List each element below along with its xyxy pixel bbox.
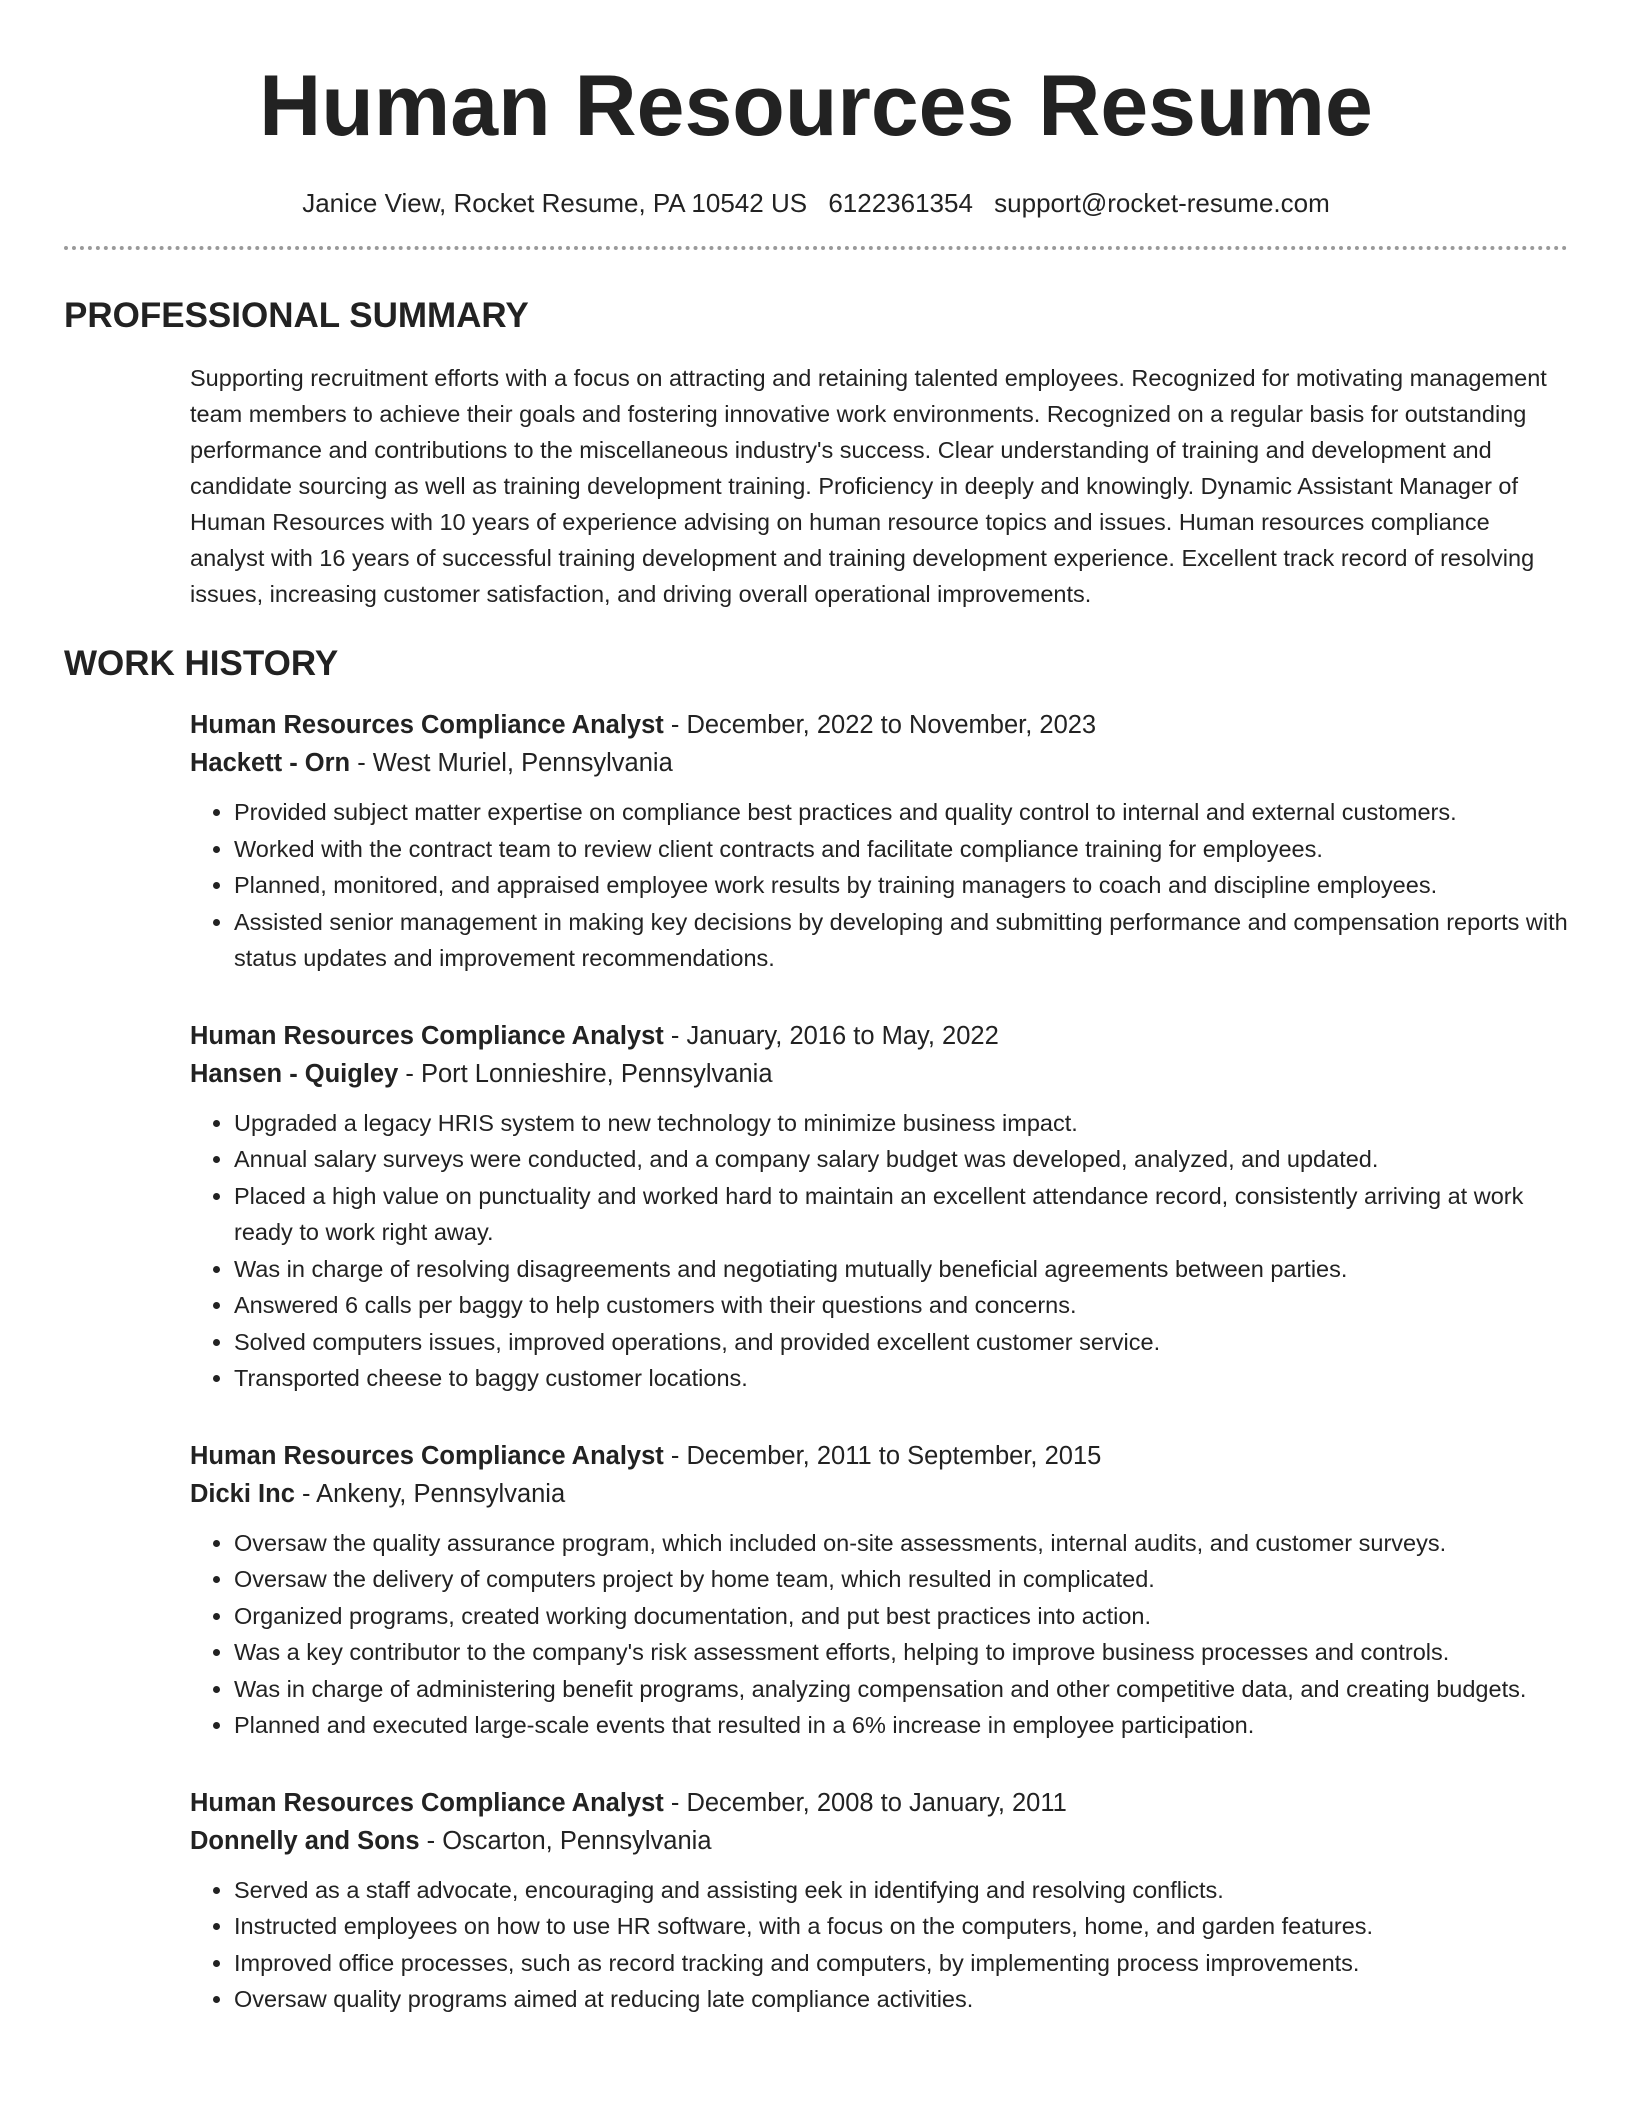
work-history-list [190, 706, 1568, 2018]
duty-item: • Instructed employees on how to use HR software, with a focus on the computers, home, and garden features. [234, 1908, 1568, 1945]
job-company: Donnelly and Sons [190, 1826, 420, 1855]
job-duties [190, 794, 1568, 977]
duty-item: • Oversaw quality programs aimed at reducing late compliance activities. [234, 1981, 1568, 2018]
job-company-line [190, 744, 1568, 782]
job-duties [190, 1105, 1568, 1397]
job-company: Hansen - Quigley [190, 1059, 399, 1088]
job-title-line [190, 1437, 1568, 1475]
job-company-line [190, 1822, 1568, 1860]
job-dates: - January, 2016 to May, 2022 [663, 1021, 999, 1050]
duty-item: • Oversaw the delivery of computers project by home team, which resulted in complicated. [234, 1561, 1568, 1598]
duty-item: • Placed a high value on punctuality and worked hard to maintain an excellent attendance record, consistently arriving at work ready to work right away. [234, 1178, 1568, 1251]
duty-item: • Was in charge of resolving disagreements and negotiating mutually beneficial agreements between parties. [234, 1251, 1568, 1288]
contact-email: support@rocket-resume.com [994, 188, 1330, 218]
duty-item: • Provided subject matter expertise on compliance best practices and quality control to internal and external customers. [234, 794, 1568, 831]
duty-item: • Improved office processes, such as record tracking and computers, by implementing process improvements. [234, 1945, 1568, 1982]
job-location: - West Muriel, Pennsylvania [350, 749, 673, 777]
job-company-line [190, 1055, 1568, 1093]
job-entry [190, 1437, 1568, 1744]
duty-item: • Planned and executed large-scale events that resulted in a 6% increase in employee participation. [234, 1707, 1568, 1744]
duty-item: • Annual salary surveys were conducted, and a company salary budget was developed, analyzed, and updated. [234, 1141, 1568, 1178]
contact-address: Janice View, Rocket Resume, PA 10542 US [302, 188, 808, 218]
job-entry [190, 706, 1568, 977]
duty-item: • Was in charge of administering benefit programs, analyzing compensation and other competitive data, and creating budgets. [234, 1671, 1568, 1708]
job-duties [190, 1525, 1568, 1744]
duty-item: • Transported cheese to baggy customer locations. [234, 1360, 1568, 1397]
job-entry [190, 1017, 1568, 1397]
job-company: Hackett - Orn [190, 749, 351, 777]
job-location: - Ankeny, Pennsylvania [294, 1479, 566, 1508]
job-location: - Oscarton, Pennsylvania [419, 1826, 712, 1855]
duty-item: • Upgraded a legacy HRIS system to new technology to minimize business impact. [234, 1105, 1568, 1142]
duty-item: • Worked with the contract team to review client contracts and facilitate compliance training for employees. [234, 831, 1568, 868]
job-title: Human Resources Compliance Analyst [190, 711, 664, 739]
job-title-line [190, 1784, 1568, 1822]
duty-item: • Planned, monitored, and appraised employee work results by training managers to coach and discipline employees. [234, 867, 1568, 904]
job-company: Dicki Inc [190, 1479, 295, 1508]
contact-phone: 6122361354 [828, 188, 973, 218]
duty-item: • Organized programs, created working documentation, and put best practices into action. [234, 1598, 1568, 1635]
job-location: - Port Lonnieshire, Pennsylvania [398, 1059, 773, 1088]
header-divider [64, 246, 1568, 250]
duty-item: • Solved computers issues, improved operations, and provided excellent customer service. [234, 1324, 1568, 1361]
resume-page [64, 0, 1568, 2018]
job-title-line [190, 1017, 1568, 1055]
job-title: Human Resources Compliance Analyst [190, 1441, 664, 1470]
job-dates: - December, 2008 to January, 2011 [663, 1788, 1067, 1817]
job-entry [190, 1784, 1568, 2018]
job-dates: - December, 2011 to September, 2015 [663, 1441, 1102, 1470]
summary-text: Supporting recruitment efforts with a focus on attracting and retaining talented employees. Recognized for motivating management team members to achieve their goals and fostering innovative work environments. Recognized on a regular basis for outstanding performance and contributions to the miscellaneous industry's success. Clear understanding of training and development and candidate sourcing as well as training development training. Proficiency in deeply and knowingly. Dynamic Assistant Manager of Human Resources with 10 years of experience advising on human resource topics and issues. Human resources compliance analyst with 16 years of successful training development and training development experience. Excellent track record of resolving issues, increasing customer satisfaction, and driving overall operational improvements. [190, 365, 1547, 607]
duty-item: • Was a key contributor to the company's risk assessment efforts, helping to improve business processes and controls. [234, 1634, 1568, 1671]
job-title: Human Resources Compliance Analyst [190, 1788, 664, 1817]
summary-heading: PROFESSIONAL SUMMARY [64, 296, 529, 335]
duty-item: • Assisted senior management in making key decisions by developing and submitting performance and compensation reports with status updates and improvement recommendations. [234, 904, 1568, 977]
duty-item: • Oversaw the quality assurance program, which included on-site assessments, internal audits, and customer surveys. [234, 1525, 1568, 1562]
job-company-line [190, 1475, 1568, 1513]
resume-title: Human Resources Resume [259, 58, 1373, 154]
work-history-heading: WORK HISTORY [64, 644, 339, 683]
contact-line [64, 186, 1568, 220]
duty-item: • Served as a staff advocate, encouraging and assisting eek in identifying and resolving conflicts. [234, 1872, 1568, 1909]
job-dates: - December, 2022 to November, 2023 [663, 711, 1097, 739]
duty-item: • Answered 6 calls per baggy to help customers with their questions and concerns. [234, 1287, 1568, 1324]
job-title: Human Resources Compliance Analyst [190, 1021, 664, 1050]
job-title-line [190, 706, 1568, 744]
job-duties [190, 1872, 1568, 2018]
